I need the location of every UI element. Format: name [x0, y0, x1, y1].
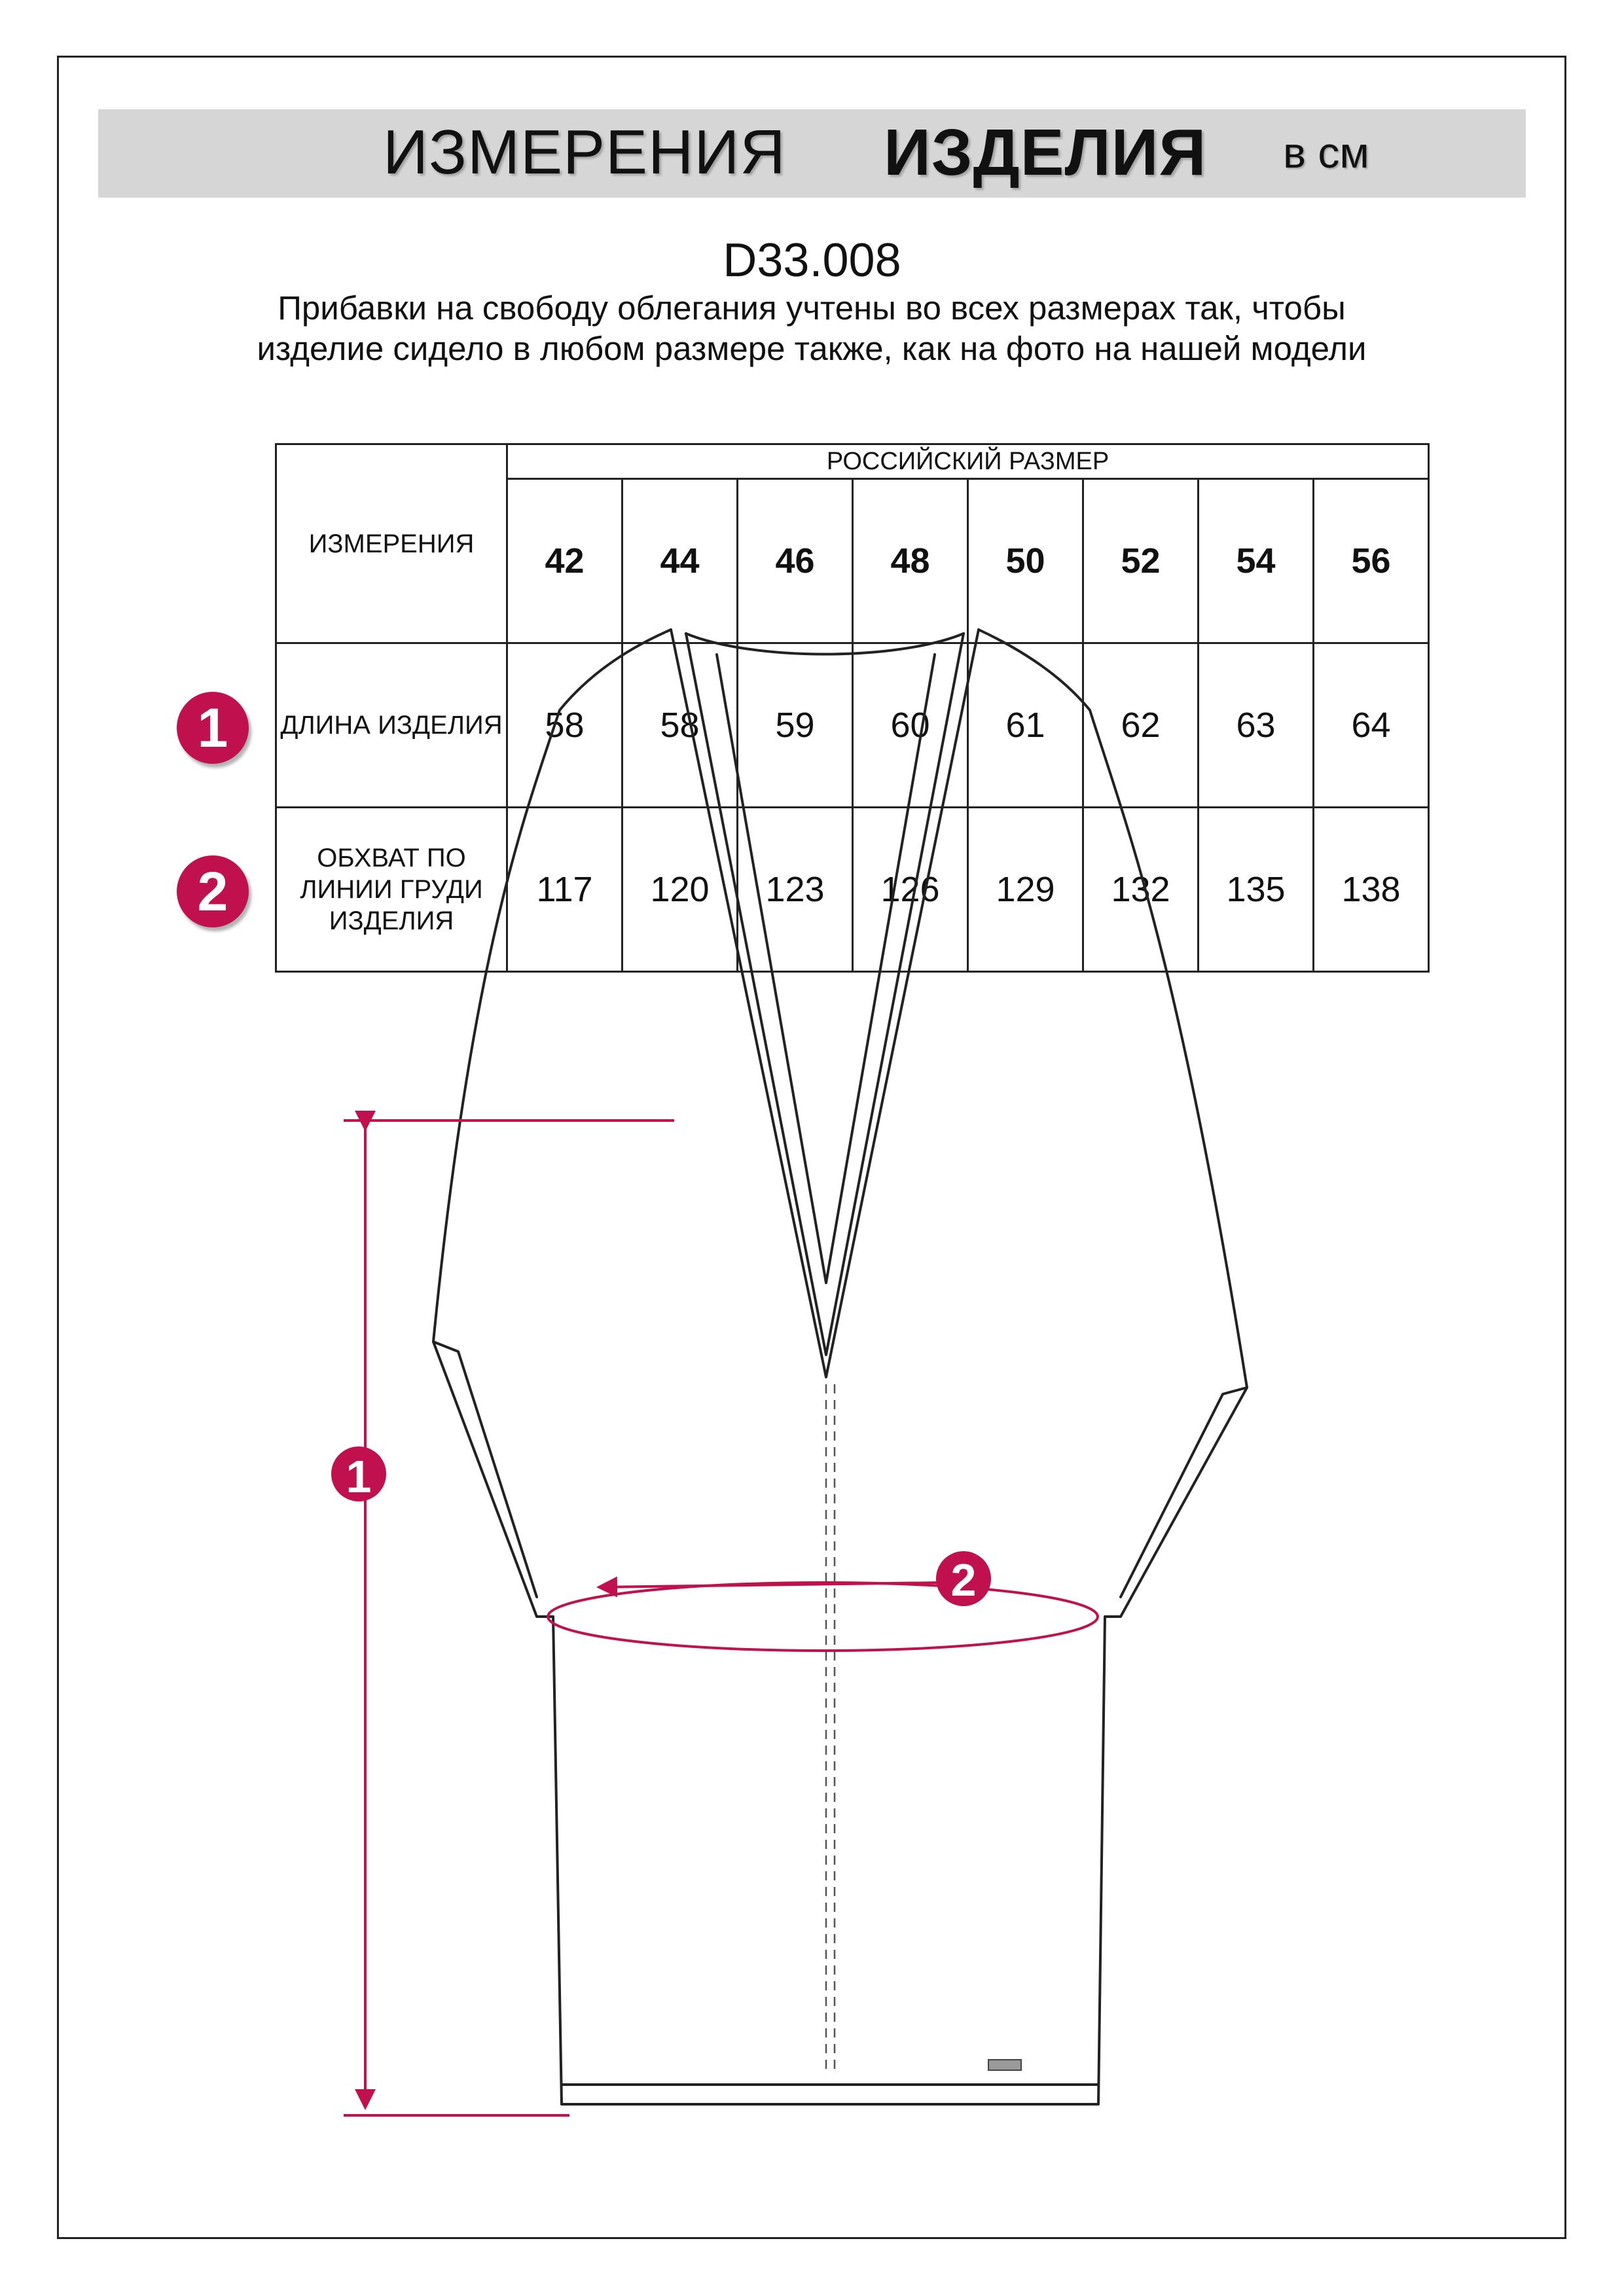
label-tab: [988, 2060, 1021, 2070]
value-cell: 135: [1199, 808, 1314, 972]
value-cell: 62: [1083, 643, 1199, 808]
tshirt-silhouette: [433, 630, 1247, 2104]
value-cell: 61: [968, 643, 1083, 808]
size-cell: 48: [853, 479, 968, 643]
size-cell: 42: [507, 479, 623, 643]
diagram-marker-chest: [936, 1551, 991, 1606]
row-label-length: ДЛИНА ИЗДЕЛИЯ: [276, 643, 507, 808]
row-label-chest: ОБХВАТ ПО ЛИНИИ ГРУДИ ИЗДЕЛИЯ: [276, 808, 507, 972]
title-bold: ИЗДЕЛИЯ: [884, 116, 1207, 189]
title-regular: ИЗМЕРЕНИЯ: [383, 117, 786, 187]
value-cell: 58: [507, 643, 623, 808]
neckline-inner: [686, 634, 964, 655]
size-cell: 44: [623, 479, 738, 643]
size-cell: 56: [1314, 479, 1429, 643]
chest-measure: [548, 1583, 1098, 1651]
value-cell: 58: [623, 643, 738, 808]
table-header-label: ИЗМЕРЕНИЯ: [276, 444, 507, 643]
value-cell: 117: [507, 808, 623, 972]
center-placket: [826, 1384, 835, 2075]
article-code: D33.008: [723, 234, 901, 287]
value-cell: 132: [1083, 808, 1199, 972]
value-cell: 138: [1314, 808, 1429, 972]
value-cell: 60: [853, 643, 968, 808]
value-cell: 126: [853, 808, 968, 972]
row-marker-length: 1: [177, 692, 249, 764]
diagram-marker-length: [331, 1446, 386, 1502]
chest-ellipse: [548, 1583, 1098, 1651]
size-cell: 52: [1083, 479, 1199, 643]
diagram-marker-chest-text: 2: [950, 1554, 977, 1605]
row-marker-chest: 2: [177, 855, 249, 927]
neckline-outer: [671, 630, 979, 1377]
title-units: в см: [1283, 128, 1369, 177]
value-cell: 123: [738, 808, 853, 972]
size-cell: 46: [738, 479, 853, 643]
diagram-marker-length-text: 1: [346, 1451, 372, 1502]
value-cell: 63: [1199, 643, 1314, 808]
sleeve-cuff-right: [1121, 1388, 1247, 1597]
size-cell: 54: [1199, 479, 1314, 643]
value-cell: 64: [1314, 643, 1429, 808]
neckline-band-left: [686, 634, 964, 1355]
size-group-caption: РОССИЙСКИЙ РАЗМЕР: [507, 444, 1429, 479]
length-measure: [344, 1121, 674, 2115]
value-cell: 129: [968, 808, 1083, 972]
tshirt-outline: [420, 628, 1247, 2104]
neckline-band-inner: [717, 655, 935, 1283]
value-cell: 59: [738, 643, 853, 808]
size-cell: 50: [968, 479, 1083, 643]
fit-note: Прибавки на свободу облегания учтены во всех размерах так, чтобы изделие сидело в любом размере также, как на фото на нашей модели: [257, 289, 1367, 367]
value-cell: 120: [623, 808, 738, 972]
